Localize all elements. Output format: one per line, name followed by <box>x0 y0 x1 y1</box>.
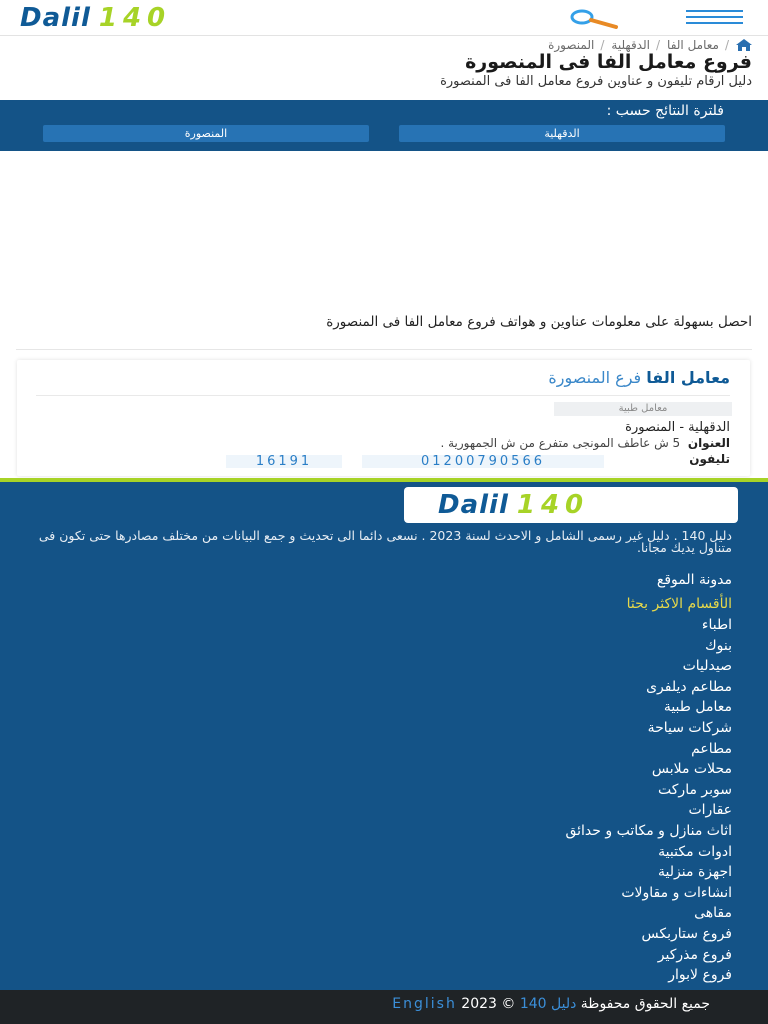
category-badge[interactable]: معامل طبية <box>554 402 732 416</box>
breadcrumb: / معامل الفا / الدقهلية / المنصورة <box>0 37 768 53</box>
ad-space <box>0 151 768 311</box>
listing-location: الدقهلية - المنصورة <box>625 420 730 435</box>
footer-category-link[interactable]: اطباء <box>701 617 732 633</box>
intro-text: احصل بسهولة على معلومات عناوين و هواتف فروع معامل الفا فى المنصورة <box>326 314 752 330</box>
filter-title: فلترة النتائج حسب : <box>606 103 724 119</box>
footer-category-link[interactable]: مطاعم <box>691 740 732 757</box>
phone-label: تليفون <box>689 452 730 466</box>
footer-category-link[interactable]: مطاعم ديلفرى <box>646 678 732 695</box>
top-header <box>0 0 768 36</box>
divider <box>16 349 752 350</box>
listing-address: العنوان 5 ش عاطف المونجى متفرع من ش الجمهورية . <box>440 436 730 450</box>
listing-title-link[interactable]: معامل الفا فرع المنصورة <box>548 368 730 387</box>
footer-category-link[interactable]: معامل طبية <box>663 699 732 716</box>
page-subtitle: دليل ارقام تليفون و عناوين فروع معامل الفا فى المنصورة <box>440 74 752 89</box>
footer-blog-link[interactable]: مدونة الموقع <box>656 572 732 588</box>
phone-number-2[interactable]: 16191 <box>226 455 342 468</box>
footer-category-link[interactable]: فروع لابوار <box>668 967 732 984</box>
breadcrumb-item-city: المنصورة <box>548 38 595 52</box>
footer-category-link[interactable]: اجهزة منزلية <box>658 864 732 881</box>
footer-category-link[interactable]: اثاث منازل و مكاتب و حدائق <box>565 823 732 839</box>
popular-categories-heading: الأقسام الاكثر بحثا <box>626 596 732 612</box>
copyright-text: جميع الحقوق محفوظة دليل 140 © 2023 English <box>392 996 710 1012</box>
footer-category-link[interactable]: سوبر ماركت <box>658 781 732 798</box>
footer-category-link[interactable]: محلات ملابس <box>651 761 732 778</box>
footer-category-link[interactable]: بنوك <box>705 637 732 654</box>
footer-logo[interactable]: Dalil 140 <box>404 487 738 523</box>
footer-category-link[interactable]: مقاهى <box>694 905 732 922</box>
home-icon[interactable] <box>736 39 752 51</box>
breadcrumb-item-company[interactable]: معامل الفا <box>667 38 719 52</box>
filter-city-button[interactable]: المنصورة <box>43 125 369 142</box>
breadcrumb-item-governorate[interactable]: الدقهلية <box>611 38 650 52</box>
phone-number-1[interactable]: 01200790566 <box>362 455 604 468</box>
footer-category-link[interactable]: فروع ستاربكس <box>641 926 732 942</box>
site-logo[interactable]: Dalil 140 <box>20 3 172 33</box>
footer-category-link[interactable]: فروع مذركير <box>657 946 732 963</box>
filter-governorate-button[interactable]: الدقهلية <box>399 125 725 142</box>
search-icon[interactable] <box>566 7 620 29</box>
footer-category-link[interactable]: عقارات <box>688 802 732 819</box>
footer-category-link[interactable]: ادوات مكتبية <box>658 843 732 860</box>
footer-category-link[interactable]: صيدليات <box>682 658 732 675</box>
page-title: فروع معامل الفا فى المنصورة <box>465 51 752 73</box>
divider <box>36 395 730 396</box>
footer-category-link[interactable]: انشاءات و مقاولات <box>621 884 732 901</box>
footer-category-link[interactable]: شركات سياحة <box>647 720 732 736</box>
hamburger-menu-icon[interactable] <box>686 10 743 26</box>
english-link[interactable]: English <box>392 996 457 1012</box>
footer-description: دليل 140 . دليل غير رسمى الشامل و الاحدث لسنة 2023 . نسعى دائما الى تحديث و جمع البيانات من مختلف مصادرها حتى تكون فى متناول يديك مجانا. <box>38 528 732 555</box>
